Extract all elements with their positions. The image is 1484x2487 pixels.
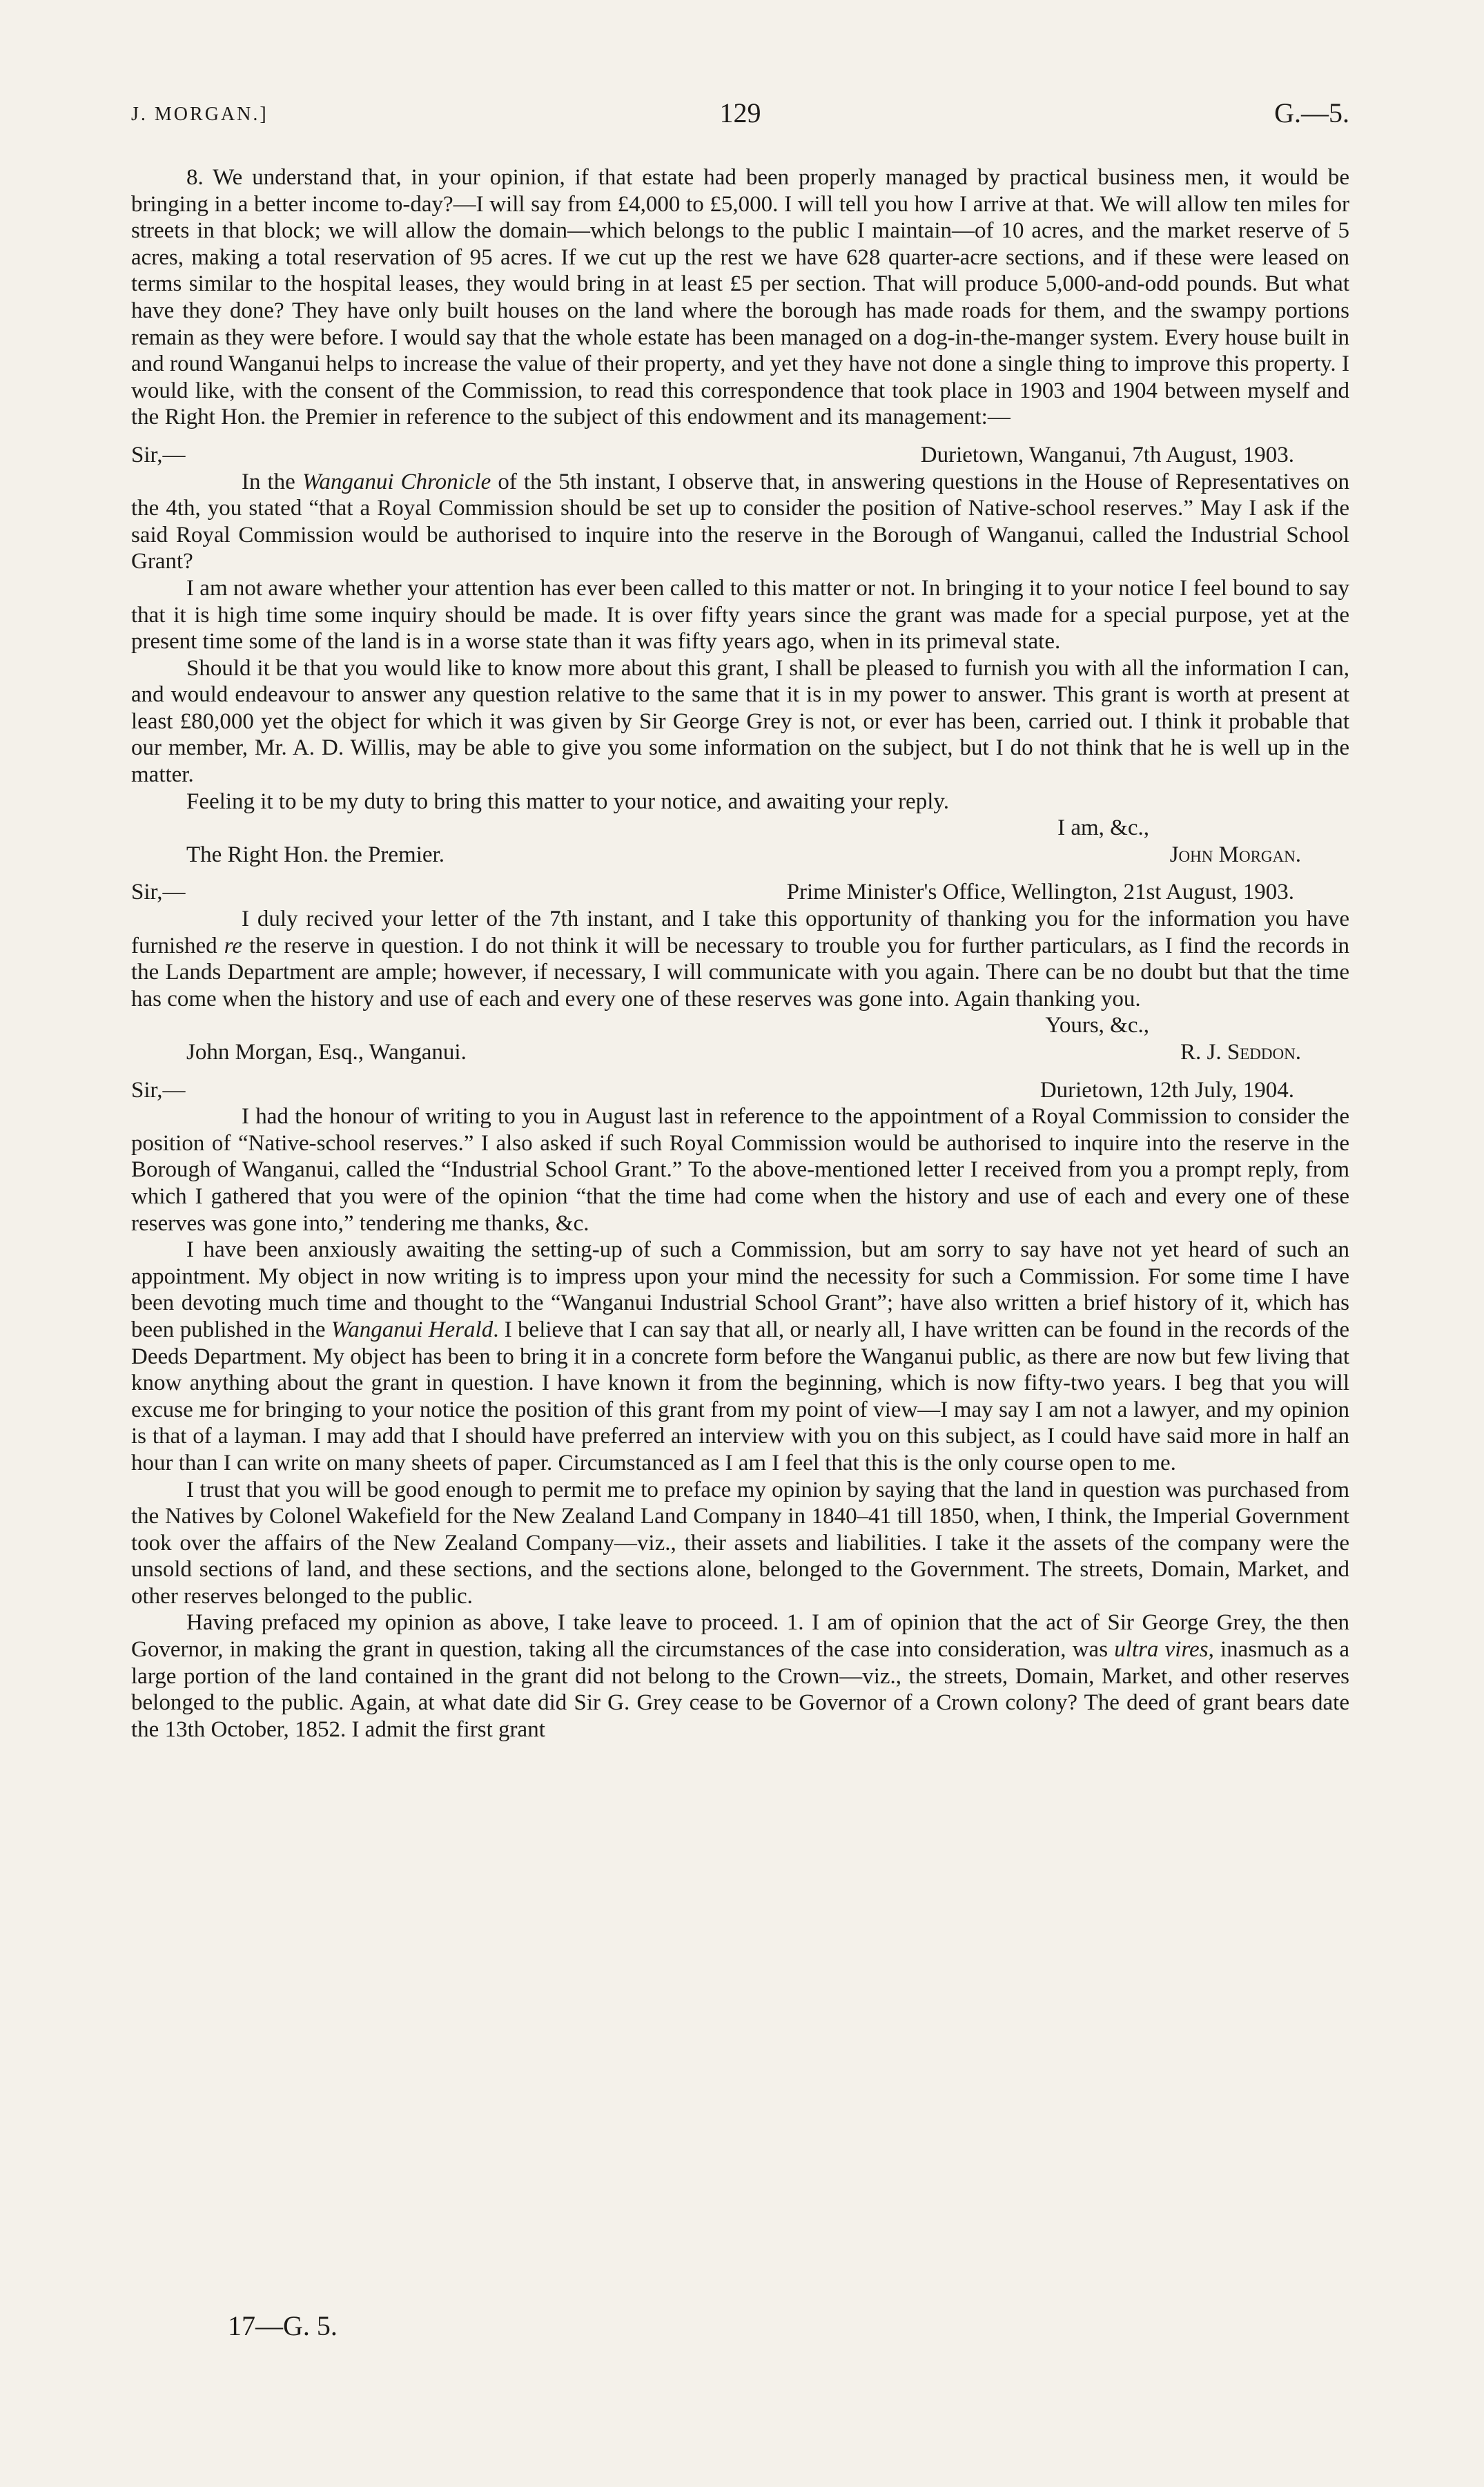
- letter1-paragraph-3: Should it be that you would like to know more about this grant, I shall be pleased to furnish you with all the information I can, and would endeavour to answer any question relative to the same that it is in my power to answer. This grant is worth at present at least £80,000 yet the object for which it was given by Sir George Grey is not, or ever has been, carried out. I think it probable that our member, Mr. A. D. Willis, may be able to give you some information on the subject, but I do not think that he is well up in the matter.: [131, 655, 1349, 788]
- letter1-paragraph-4: Feeling it to be my duty to bring this matter to your notice, and awaiting your reply.: [186, 788, 949, 814]
- letter3-paragraph-4: Having prefaced my opinion as above, I take leave to proceed. 1. I am of opinion that the act of Sir George Grey, the then Governor, in making the grant in question, taking all the circumstances of the case into consideration, was ultra vires, inasmuch as a large portion of the land contained in the grant did not belong to the Crown—viz., the streets, Domain, Market, and other reserves belonged to the public. Again, at what date did Sir G. Grey cease to be Governor of a Crown colony? The deed of grant bears date the 13th October, 1852. I admit the first grant: [131, 1610, 1350, 1742]
- letter1-signoff: [131, 842, 1349, 869]
- page-number: 129: [719, 97, 761, 128]
- letter1-salutation: Sir,—: [131, 442, 186, 467]
- letter3-paragraph-2: I have been anxiously awaiting the setting-up of such a Commission, but am sorry to say have not yet heard of such an appointment. My object in now writing is to impress upon your mind the necessity for such a Commission. For some time I have been devoting much time and thought to the “Wanganui Industrial School Grant”; have also written a brief history of it, which has been published in the Wanganui Herald. I believe that I can say that all, or nearly all, I have written can be found in the records of the Deeds Department. My object has been to bring it in a concrete form before the Wanganui public, as there are now but few living that know anything about the grant in question. I have known it from the beginning, which is now fifty-two years. I beg that you will excuse me for bringing to your notice the position of this grant from my point of view—I may say I am not a lawyer, and my opinion is that of a layman. I may add that I should have preferred an interview with you on this subject, as I could have said more in half an hour than I can write on many sheets of paper. Circumstanced as I am I feel that this is the only course open to me.: [131, 1237, 1349, 1475]
- letter3-heading: [131, 1077, 1349, 1104]
- letter1-addressee: The Right Hon. the Premier.: [186, 842, 445, 867]
- letter3-place-date: Durietown, 12th July, 1904.: [1039, 1077, 1294, 1103]
- latin-ultra-vires: ultra vires: [1114, 1637, 1209, 1663]
- header-paper-ref: G.—5.: [1274, 97, 1349, 128]
- newspaper-title: Wanganui Chronicle: [302, 469, 491, 494]
- letter2-signature: R. J. Seddon.: [1180, 1040, 1301, 1065]
- header-witness: J. MORGAN.]: [131, 104, 269, 125]
- page-footer-signature-mark: 17—G. 5.: [228, 2310, 338, 2341]
- letter3-paragraph-3: I trust that you will be good enough to permit me to preface my opinion by saying that the land in question was purchased from the Natives by Colonel Wakefield for the New Zealand Land Company in 1840–41 till 1850, when, I think, the Imperial Government took over the affairs of the New Zealand Company—viz., their assets and liabilities. I take it the assets of the company were the unsold sections of land, and these sections, and the sections alone, belonged to the Government. The streets, Domain, Market, and other reserves belonged to the public.: [131, 1477, 1349, 1609]
- letter1-paragraph-1: In the Wanganui Chronicle of the 5th instant, I observe that, in answering questions in the House of Representatives on the 4th, you stated “that a Royal Commission should be set up to consider the position of Native-school reserves.” May I ask if the said Royal Commission would be authorised to inquire into the reserve in the Borough of Wanganui, called the Industrial School Grant?: [131, 469, 1350, 574]
- letter3-paragraph-1: I had the honour of writing to you in August last in reference to the appointment of a Royal Commission to consider the position of “Native-school reserves.” I also asked if such Royal Commission would be authorised to inquire into the reserve in the Borough of Wanganui, called the “Industrial School Grant.” To the above-mentioned letter I received from you a prompt reply, from which I gathered that you were of the opinion “that the time had come when the history and use of each and every one of these reserves was gone into,” tendering me thanks, &c.: [131, 1104, 1349, 1236]
- letter1-place-date: Durietown, Wanganui, 7th August, 1903.: [920, 442, 1294, 467]
- letter2-heading: [131, 879, 1349, 906]
- letter1-closing: I am, &c.,: [1057, 815, 1149, 841]
- letter3-salutation: Sir,—: [131, 1077, 186, 1103]
- letter2-closing: Yours, &c.,: [1045, 1013, 1149, 1038]
- letter2-addressee: John Morgan, Esq., Wanganui.: [186, 1040, 467, 1065]
- letter1-paragraph-2: I am not aware whether your attention has ever been called to this matter or not. In bringing it to your notice I feel bound to say that it is high time some inquiry should be made. It is over fifty years since the grant was made for a special purpose, yet at the present time some of the land is in a worse state than it was fifty years ago, when in its primeval state.: [131, 575, 1349, 655]
- letter2-paragraph-1: I duly recived your letter of the 7th instant, and I take this opportunity of thanking you for the information you have furnished re the reserve in question. I do not think it will be necessary to trouble you for further particulars, as I find the records in the Lands Department are ample; however, if necessary, I will communicate with you again. There can be no doubt but that the time has come when the history and use of each and every one of these reserves was gone into. Again thanking you.: [131, 907, 1350, 1012]
- intro-paragraph: 8. We understand that, in your opinion, if that estate had been properly managed by practical business men, it would be bringing in a better income to-day?—I will say from £4,000 to £5,000. I will tell you how I arrive at that. We will allow ten miles for streets in that block; we will allow the domain—which belongs to the public I maintain—of 10 acres, and the market reserve of 5 acres, making a total reservation of 95 acres. If we cut up the rest we have 628 quarter-acre sections, and if these were leased on terms similar to the hospital leases, they would bring in at least £5 per section. That will produce 5,000-and-odd pounds. But what have they done? They have only built houses on the land where the borough has made roads for them, and the swampy portions remain as they were before. I would say that the whole estate has been managed on a dog-in-the-manger system. Every house built in and round Wanganui helps to increase the value of their property, and yet they have not done a single thing to improve this property. I would like, with the consent of the Commission, to read this correspondence that took place in 1903 and 1904 between myself and the Right Hon. the Premier in reference to the subject of this endowment and its management:—: [131, 165, 1349, 430]
- page-header: [131, 97, 1349, 138]
- letter2-place-date: Prime Minister's Office, Wellington, 21st August, 1903.: [786, 880, 1294, 905]
- letter1-heading: [131, 442, 1349, 469]
- letter2-salutation: Sir,—: [131, 880, 186, 905]
- newspaper-title-herald: Wanganui Herald: [331, 1317, 494, 1342]
- latin-re: re: [224, 933, 242, 958]
- letter1-signature: John Morgan.: [1169, 842, 1301, 867]
- body-column: [131, 164, 1349, 1743]
- letter2-signoff: [131, 1039, 1349, 1066]
